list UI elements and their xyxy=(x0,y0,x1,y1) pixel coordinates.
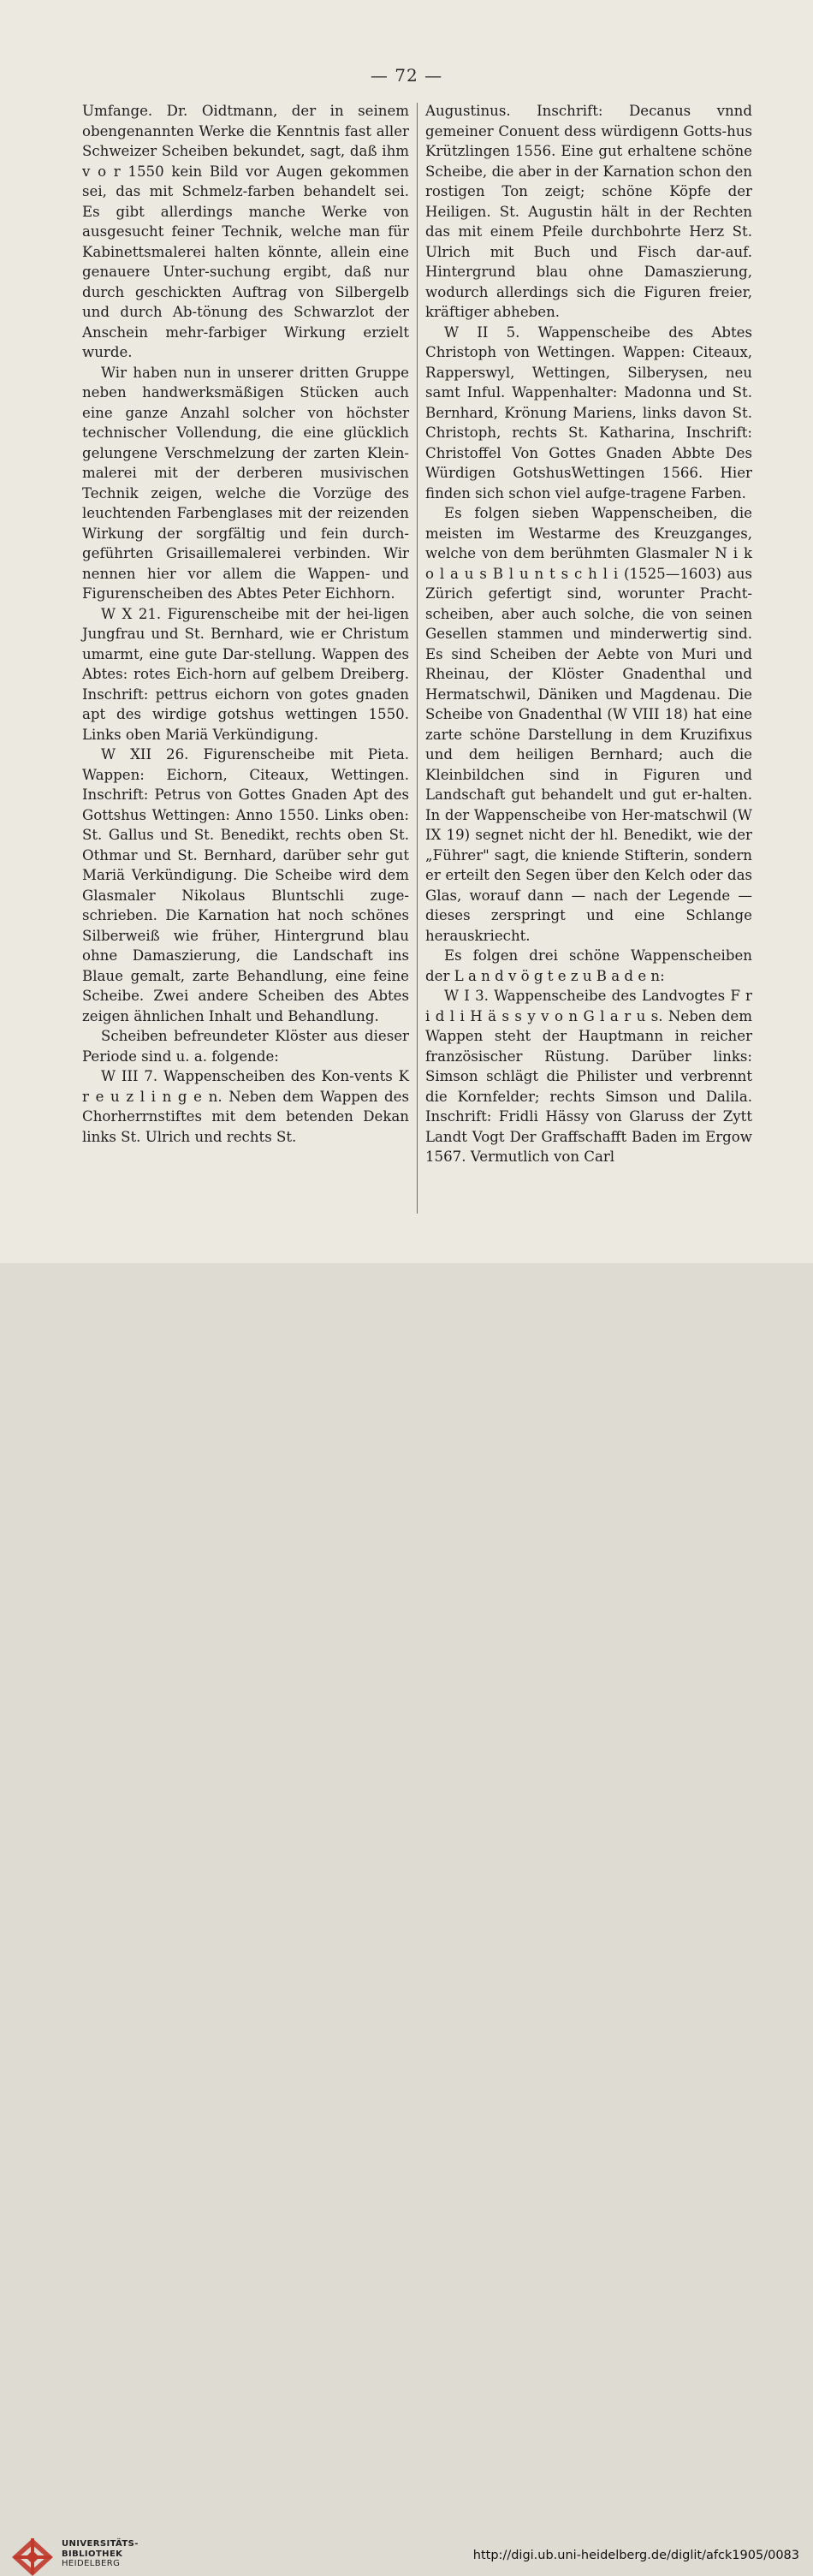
paragraph-left-1: Umfange. Dr. Oidtmann, der in seinem obengenannten Werke die Kenntnis fast aller Schweizer Scheiben bekundet, sagt, daß ihm v o r 1550 kein Bild vor Augen gekommen sei, das mit Schmelz-farben behandelt sei. Es gibt allerdings manche Werke von ausgesucht feiner Technik, welche man für Kabinettsmalerei halten könnte, allein eine genauere Unter-suchung ergibt, daß nur durch geschickten Auftrag von Silbergelb und durch Ab-tönung des Schwarzlot der Anschein mehr-farbiger Wirkung erzielt wurde. xyxy=(82,103,409,360)
paragraph-left-2: Wir haben nun in unserer dritten Gruppe neben handwerksmäßigen Stücken auch eine ganze Anzahl solcher von höchster technischer Vollendung, die eine glücklich gelungene Verschmelzung der zarten Klein-malerei mit der derberen musivischen Technik zeigen, welche die Vorzüge des leuchtenden Farbenglases mit der reizenden Wirkung der sorgfältig und fein durch-geführten Grisaillemalerei verbinden. Wir nennen hier vor allem die Wappen- und Figurenscheiben des Abtes Peter Eichhorn. xyxy=(82,364,409,602)
source-url-link[interactable]: http://digi.ub.uni-heidelberg.de/diglit/afck1905/0083 xyxy=(472,2549,799,2562)
paragraph-right-1: Augustinus. Inschrift: Decanus vnnd gemeiner Conuent dess würdigenn Gotts-hus Krützlingen 1556. Eine gut erhaltene schöne Scheibe, die aber in der Karnation schon den rostigen Ton zeigt; schöne Köpfe der Heiligen. St. Augustin hält in der Rechten das mit einem Pfeile durchbohrte Herz St. Ulrich mit Buch und Fisch dar-auf. Hintergrund blau ohne Damaszierung, wodurch allerdings sich die Figuren freier, kräftiger abheben. xyxy=(425,103,752,320)
institution-line-2: BIBLIOTHEK xyxy=(62,2549,123,2559)
paragraph-right-2: W II 5. Wappenscheibe des Abtes Christoph von Wettingen. Wappen: Citeaux, Rapperswyl, Wettingen, Silberysen, neu samt Inful. Wappenhalter: Madonna und St. Bernhard, Krönung Mariens, links davon St. Christoph, rechts St. Katharina, Inschrift: Christoffel Von Gottes Gnaden Abbte Des Würdigen GotshusWettingen 1566. Hier finden sich schon viel aufge-tragene Farben. xyxy=(425,323,752,502)
paragraph-left-4: W XII 26. Figurenscheibe mit Pieta. Wappen: Eichorn, Citeaux, Wettingen. Inschrift: Petrus von Gottes Gnaden Apt des Gottshus Wettingen: Anno 1550. Links oben: St. Gallus und St. Benedikt, rechts oben St. Othmar und St. Bernhard, darüber sehr gut Mariä Verkündigung. Die Scheibe wird dem Glasmaler Nikolaus Bluntschli zuge-schrieben. Die Karnation hat noch schönes Silberweiß wie früher, Hintergrund blau ohne Damaszierung, die Landschaft ins Blaue gemalt, zarte Behandlung, eine feine Scheibe. Zwei andere Scheiben des Abtes zeigen ähnlichen Inhalt und Behandlung. xyxy=(82,746,409,1024)
paragraph-left-3: W X 21. Figurenscheibe mit der hei-ligen Jungfrau und St. Bernhard, wie er Christum umarmt, eine gute Dar-stellung. Wappen des Abtes: rotes Eich-horn auf gelbem Dreiberg. Inschrift: pettrus eichorn von gotes gnaden apt des wirdige gotshus wettingen 1550. Links oben Mariä Verkündigung. xyxy=(82,605,409,743)
institution-line-3: HEIDELBERG xyxy=(62,2559,121,2568)
paragraph-right-3: Es folgen sieben Wappenscheiben, die meisten im Westarme des Kreuzganges, welche von dem berühmten Glasmaler N i k o l a u s B l u n t s c h l i (1525—1603) aus Zürich gefertigt sind, worunter Pracht-scheiben, aber auch solche, die von seinen Gesellen stammen und minderwertig sind. Es sind Scheiben der Aebte von Muri und Rheinau, der Klöster Gnadenthal und Hermatschwil, Däniken und Magdenau. Die Scheibe von Gnadenthal (W VIII 18) hat eine zarte schöne Darstellung in dem Kruzifixus und dem heiligen Bernhard; auch die Kleinbildchen sind in Figuren und Landschaft gut behandelt und gut er-halten. In der Wappenscheibe von Her-matschwil (W IX 19) segnet nicht der hl. Benedikt, wie der „Führer" sagt, die kniende Stifterin, sondern er erteilt den Segen über den Kelch oder das Glas, worauf dann — nach der Legende — dieses zerspringt und eine Schlange herauskriecht. xyxy=(425,505,752,944)
paragraph-right-5: W I 3. Wappenscheibe des Landvogtes F r i d l i H ä s s y v o n G l a r u s. Neben dem Wappen steht der Hauptmann in reicher französischer Rüstung. Darüber links: Simson schlägt die Philister und verbrennt die Kornfelder; rechts Simson und Dalila. Inschrift: Fridli Hässy von Glaruss der Zytt Landt Vogt Der Graffschafft Baden im Ergow 1567. Vermutlich von Carl xyxy=(425,988,752,1165)
institution-line-1: UNIVERSITÄTS- xyxy=(62,2539,139,2549)
footer-bar xyxy=(0,1263,813,2568)
page-number: — 72 — xyxy=(370,65,443,86)
scanned-page xyxy=(0,0,813,1263)
left-column xyxy=(82,101,409,1147)
paragraph-left-5: Scheiben befreundeter Klöster aus dieser Periode sind u. a. folgende: xyxy=(82,1028,409,1065)
paragraph-right-4: Es folgen drei schöne Wappenscheiben der L a n d v ö g t e z u B a d e n: xyxy=(425,947,752,984)
paragraph-left-6: W III 7. Wappenscheiben des Kon-vents K r e u z l i n g e n. Neben dem Wappen des Chorherrnstiftes mit dem betenden Dekan links St. Ulrich und rechts St. xyxy=(82,1068,409,1145)
institution-name xyxy=(62,2539,139,2569)
right-column xyxy=(425,101,752,1167)
university-library-logo-icon xyxy=(10,2537,55,2576)
column-divider xyxy=(417,103,418,1214)
